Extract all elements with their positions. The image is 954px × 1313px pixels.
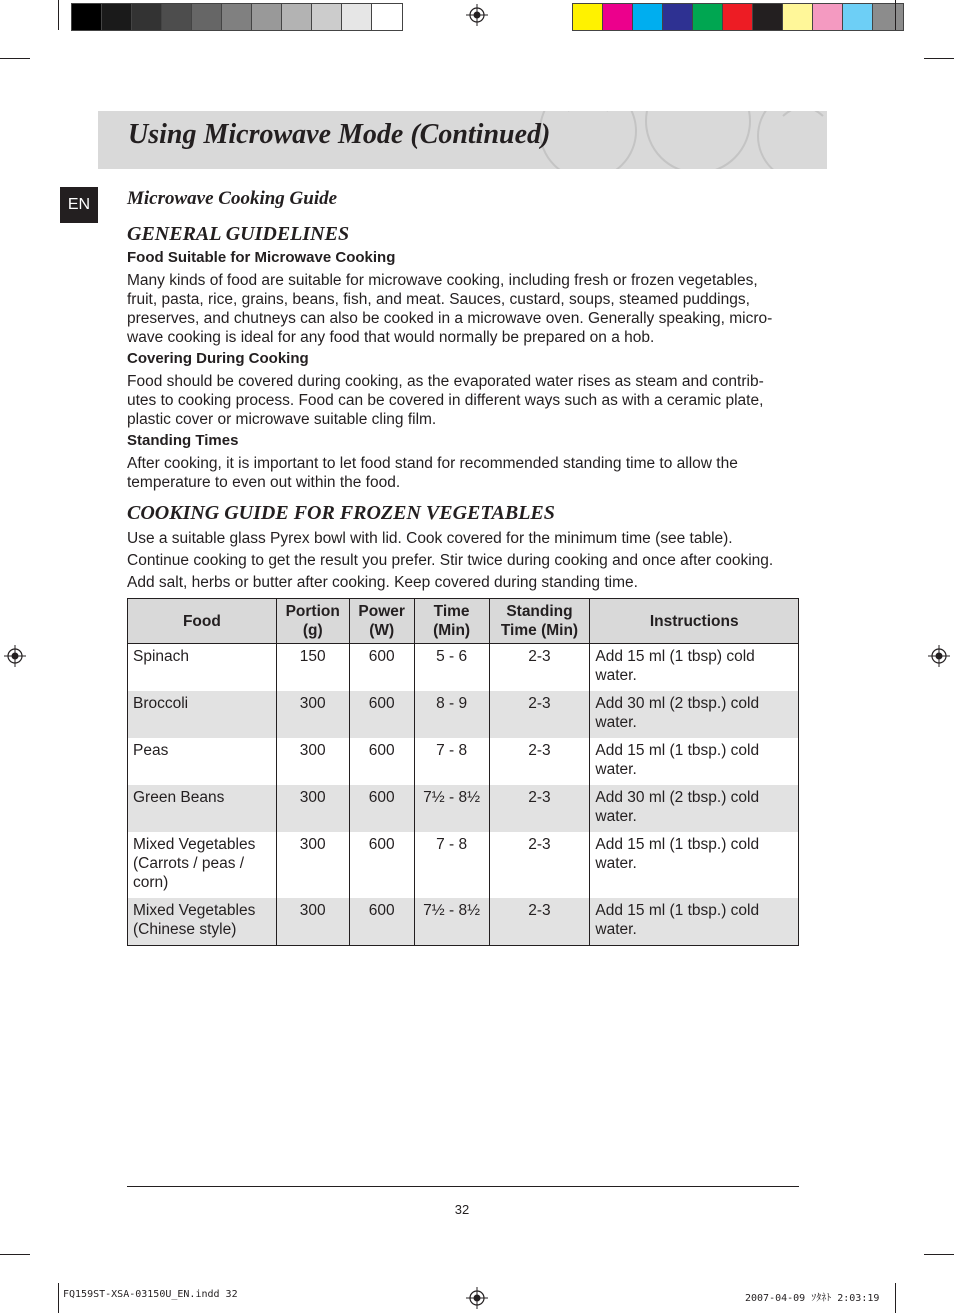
cell-food	[128, 832, 277, 898]
cell-text: corn)	[133, 874, 169, 891]
section-title-text: Microwave Cooking Guide	[127, 188, 338, 209]
cell-text: Mixed Vegetables	[133, 902, 256, 919]
header-text: Time (Min)	[500, 622, 579, 639]
table-row	[128, 691, 799, 738]
cell-text: Green Beans	[133, 789, 225, 806]
crop-mark	[58, 1283, 59, 1313]
food-suitable-line: fruit, pasta, rice, grains, beans, fish, and meat. Sauces, custard, soups, steamed puddings,	[127, 291, 750, 308]
cell-time: 5 - 6	[414, 644, 489, 692]
cell-portion: 300	[276, 691, 349, 738]
header-text: (g)	[302, 622, 323, 639]
cell-standing: 2-3	[489, 832, 590, 898]
crop-mark	[58, 0, 59, 30]
cell-portion: 300	[276, 785, 349, 832]
crop-mark	[924, 1254, 954, 1255]
gray-swatch-bar	[71, 3, 403, 31]
registration-mark-icon	[466, 4, 488, 26]
cell-text: Mixed Vegetables	[133, 836, 256, 853]
standing-title: Standing Times	[127, 432, 239, 449]
standing-block	[127, 432, 807, 492]
color-swatch	[873, 4, 903, 30]
section-title	[127, 188, 337, 210]
color-swatch	[222, 4, 252, 30]
standing-line: temperature to even out within the food.	[127, 474, 401, 491]
frozen-guide-line: Add salt, herbs or butter after cooking. Keep covered during standing time.	[127, 574, 638, 591]
cell-instructions	[590, 738, 799, 785]
header-text: Time	[433, 603, 470, 620]
table-row	[128, 738, 799, 785]
table-header-row	[128, 599, 799, 644]
cell-power: 600	[349, 738, 414, 785]
cell-time: 7 - 8	[414, 738, 489, 785]
cell-text: Add 30 ml (2 tbsp.) cold	[595, 695, 760, 712]
footer-rule	[127, 1186, 799, 1187]
food-suitable-block	[127, 249, 807, 347]
column-header-time	[414, 599, 489, 644]
cell-text: water.	[595, 761, 637, 778]
cell-time: 8 - 9	[414, 691, 489, 738]
cell-text: Peas	[133, 742, 169, 759]
covering-block	[127, 350, 807, 429]
frozen-guide-heading	[127, 502, 555, 525]
language-tab: EN	[60, 187, 98, 223]
cell-standing: 2-3	[489, 644, 590, 692]
color-swatch	[603, 4, 633, 30]
color-swatch	[162, 4, 192, 30]
standing-line: After cooking, it is important to let food stand for recommended standing time to allow the	[127, 455, 738, 472]
table-row	[128, 832, 799, 898]
color-swatch	[843, 4, 873, 30]
header-text: Portion	[285, 603, 340, 620]
cell-food	[128, 691, 277, 738]
cell-text: Add 30 ml (2 tbsp.) cold	[595, 789, 760, 806]
color-swatch	[312, 4, 342, 30]
color-swatch	[813, 4, 843, 30]
color-swatch	[342, 4, 372, 30]
cell-power: 600	[349, 691, 414, 738]
crop-mark	[895, 1283, 896, 1313]
header-text: Instructions	[649, 612, 739, 630]
color-swatch	[132, 4, 162, 30]
color-swatch	[252, 4, 282, 30]
covering-line: utes to cooking process. Food can be covered in different ways such as with a ceramic plate,	[127, 392, 764, 409]
covering-line: plastic cover or microwave suitable cling film.	[127, 411, 437, 428]
covering-line: Food should be covered during cooking, as the evaporated water rises as steam and contrib-	[127, 373, 764, 390]
cell-text: water.	[595, 855, 637, 872]
color-swatch	[72, 4, 102, 30]
cell-text: Add 15 ml (1 tbsp.) cold	[595, 902, 760, 919]
cell-text: (Carrots / peas /	[133, 855, 245, 872]
cell-time: 7½ - 8½	[414, 898, 489, 946]
color-swatch	[282, 4, 312, 30]
general-guidelines-text: GENERAL GUIDELINES	[127, 223, 350, 245]
header-text: (W)	[369, 622, 395, 639]
cell-food	[128, 738, 277, 785]
registration-mark-icon	[928, 645, 950, 667]
cell-time: 7½ - 8½	[414, 785, 489, 832]
frozen-vegetables-table	[127, 598, 799, 946]
column-header-power	[349, 599, 414, 644]
cell-portion: 300	[276, 832, 349, 898]
crop-mark	[0, 58, 30, 59]
color-swatch	[192, 4, 222, 30]
crop-mark	[895, 0, 896, 30]
cell-text: water.	[595, 714, 637, 731]
table-row	[128, 785, 799, 832]
cell-time: 7 - 8	[414, 832, 489, 898]
food-suitable-title: Food Suitable for Microwave Cooking	[127, 249, 396, 266]
cell-instructions	[590, 785, 799, 832]
cell-text: Broccoli	[133, 695, 189, 712]
food-suitable-line: Many kinds of food are suitable for microwave cooking, including fresh or frozen vegetables,	[127, 272, 758, 289]
cell-portion: 300	[276, 738, 349, 785]
cell-standing: 2-3	[489, 691, 590, 738]
header-text: Standing	[506, 603, 573, 620]
crop-mark	[924, 58, 954, 59]
cell-power: 600	[349, 785, 414, 832]
cell-instructions	[590, 644, 799, 692]
cell-power: 600	[349, 898, 414, 946]
cell-power: 600	[349, 832, 414, 898]
cell-food	[128, 898, 277, 946]
cell-instructions	[590, 832, 799, 898]
cell-text: (Chinese style)	[133, 921, 237, 938]
column-header-portion	[276, 599, 349, 644]
color-swatch	[633, 4, 663, 30]
cell-text: water.	[595, 808, 637, 825]
frozen-guide-line: Continue cooking to get the result you prefer. Stir twice during cooking and once after cooking.	[127, 552, 774, 569]
color-swatch	[372, 4, 402, 30]
cell-portion: 150	[276, 644, 349, 692]
food-suitable-line: preserves, and chutneys can also be cooked in a microwave oven. Generally speaking, micro-	[127, 310, 773, 327]
cell-standing: 2-3	[489, 738, 590, 785]
table-row	[128, 644, 799, 692]
frozen-guide-line: Use a suitable glass Pyrex bowl with lid. Cook covered for the minimum time (see table).	[127, 530, 733, 547]
color-swatch	[693, 4, 723, 30]
color-swatch	[753, 4, 783, 30]
cell-power: 600	[349, 644, 414, 692]
color-swatch-bar	[572, 3, 904, 31]
column-header-instructions	[590, 599, 799, 644]
page-title: Using Microwave Mode (Continued)	[128, 119, 551, 150]
cell-standing: 2-3	[489, 785, 590, 832]
cell-food	[128, 644, 277, 692]
cell-text: water.	[595, 921, 637, 938]
color-swatch	[783, 4, 813, 30]
cell-text: Spinach	[133, 648, 190, 665]
covering-title: Covering During Cooking	[127, 350, 309, 367]
file-slug: FQ159ST-XSA-03150U_EN.indd 32	[63, 1289, 238, 1300]
header-text: (Min)	[433, 622, 471, 639]
cell-standing: 2-3	[489, 898, 590, 946]
cell-text: water.	[595, 667, 637, 684]
color-swatch	[102, 4, 132, 30]
cell-text: Add 15 ml (1 tbsp.) cold	[595, 742, 760, 759]
cell-text: Add 15 ml (1 tbsp) cold	[595, 648, 755, 665]
cell-food	[128, 785, 277, 832]
color-swatch	[723, 4, 753, 30]
date-slug: 2007-04-09 ｿﾀﾈﾄ 2:03:19	[745, 1293, 880, 1304]
color-swatch	[663, 4, 693, 30]
header-text: Power	[358, 603, 405, 620]
food-suitable-line: wave cooking is ideal for any food that would normally be prepared on a hob.	[127, 329, 655, 346]
cell-portion: 300	[276, 898, 349, 946]
column-header-food	[128, 599, 277, 644]
table-row	[128, 898, 799, 946]
cell-instructions	[590, 691, 799, 738]
column-header-standing	[489, 599, 590, 644]
frozen-guide-block	[127, 528, 807, 594]
cell-text: Add 15 ml (1 tbsp.) cold	[595, 836, 760, 853]
header-text: Food	[182, 612, 221, 630]
header-banner	[98, 111, 827, 169]
registration-mark-icon	[4, 645, 26, 667]
tomato-decoration-icon	[528, 111, 827, 169]
registration-mark-icon	[466, 1287, 488, 1309]
crop-mark	[0, 1254, 30, 1255]
color-swatch	[573, 4, 603, 30]
cell-instructions	[590, 898, 799, 946]
frozen-guide-text: COOKING GUIDE FOR FROZEN VEGETABLES	[127, 502, 555, 524]
general-guidelines-heading	[127, 223, 349, 246]
page-number: 32	[454, 1202, 470, 1217]
